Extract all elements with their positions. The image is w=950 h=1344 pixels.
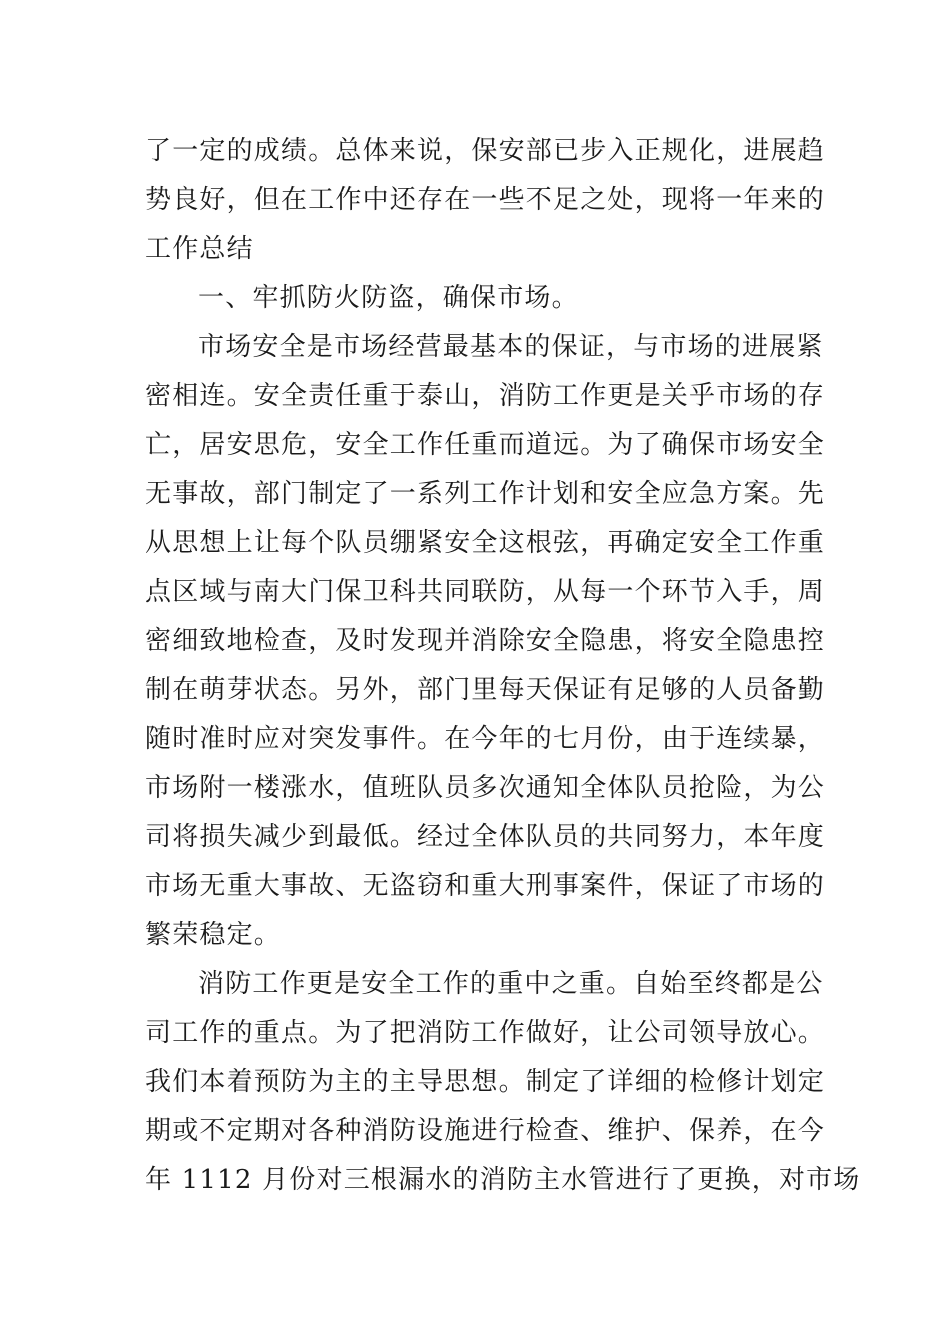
text-line: 市场无重大事故、无盗窃和重大刑事案件，保证了市场的	[145, 871, 826, 901]
text-line: 制在萌芽状态。另外，部门里每天保证有足够的人员备勤	[145, 675, 826, 705]
section-heading: 一、牢抓防火防盗，确保市场。	[198, 283, 579, 313]
text-line: 密细致地检查，及时发现并消除安全隐患，将安全隐患控	[145, 626, 826, 656]
text-line: 随时准时应对突发事件。在今年的七月份，由于连续暴，	[145, 724, 826, 754]
text-line: 密相连。安全责任重于泰山，消防工作更是关乎市场的存	[145, 381, 826, 411]
text-line: 年 1112 月份对三根漏水的消防主水管进行了更换，对市场	[145, 1165, 861, 1195]
text-line: 我们本着预防为主的主导思想。制定了详细的检修计划定	[145, 1067, 826, 1097]
text-line: 无事故，部门制定了一系列工作计划和安全应急方案。先	[145, 479, 826, 509]
text-line: 亡，居安思危，安全工作任重而道远。为了确保市场安全	[145, 430, 826, 460]
text-line: 期或不定期对各种消防设施进行检查、维护、保养，在今	[145, 1116, 826, 1146]
text-line: 点区域与南大门保卫科共同联防，从每一个环节入手，周	[145, 577, 826, 607]
text-line: 势良好，但在工作中还存在一些不足之处，现将一年来的	[145, 185, 826, 215]
text-line: 了一定的成绩。总体来说，保安部已步入正规化，进展趋	[145, 136, 826, 166]
text-line: 从思想上让每个队员绷紧安全这根弦，再确定安全工作重	[145, 528, 826, 558]
text-line: 繁荣稳定。	[145, 920, 282, 950]
text-line: 工作总结	[145, 234, 254, 264]
text-line: 司将损失减少到最低。经过全体队员的共同努力，本年度	[145, 822, 826, 852]
paragraph-start-line: 市场安全是市场经营最基本的保证，与市场的进展紧	[198, 332, 824, 362]
paragraph-start-line: 消防工作更是安全工作的重中之重。自始至终都是公	[198, 969, 824, 999]
text-line: 市场附一楼涨水，值班队员多次通知全体队员抢险，为公	[145, 773, 826, 803]
text-line: 司工作的重点。为了把消防工作做好，让公司领导放心。	[145, 1018, 826, 1048]
body-text	[145, 127, 861, 1205]
